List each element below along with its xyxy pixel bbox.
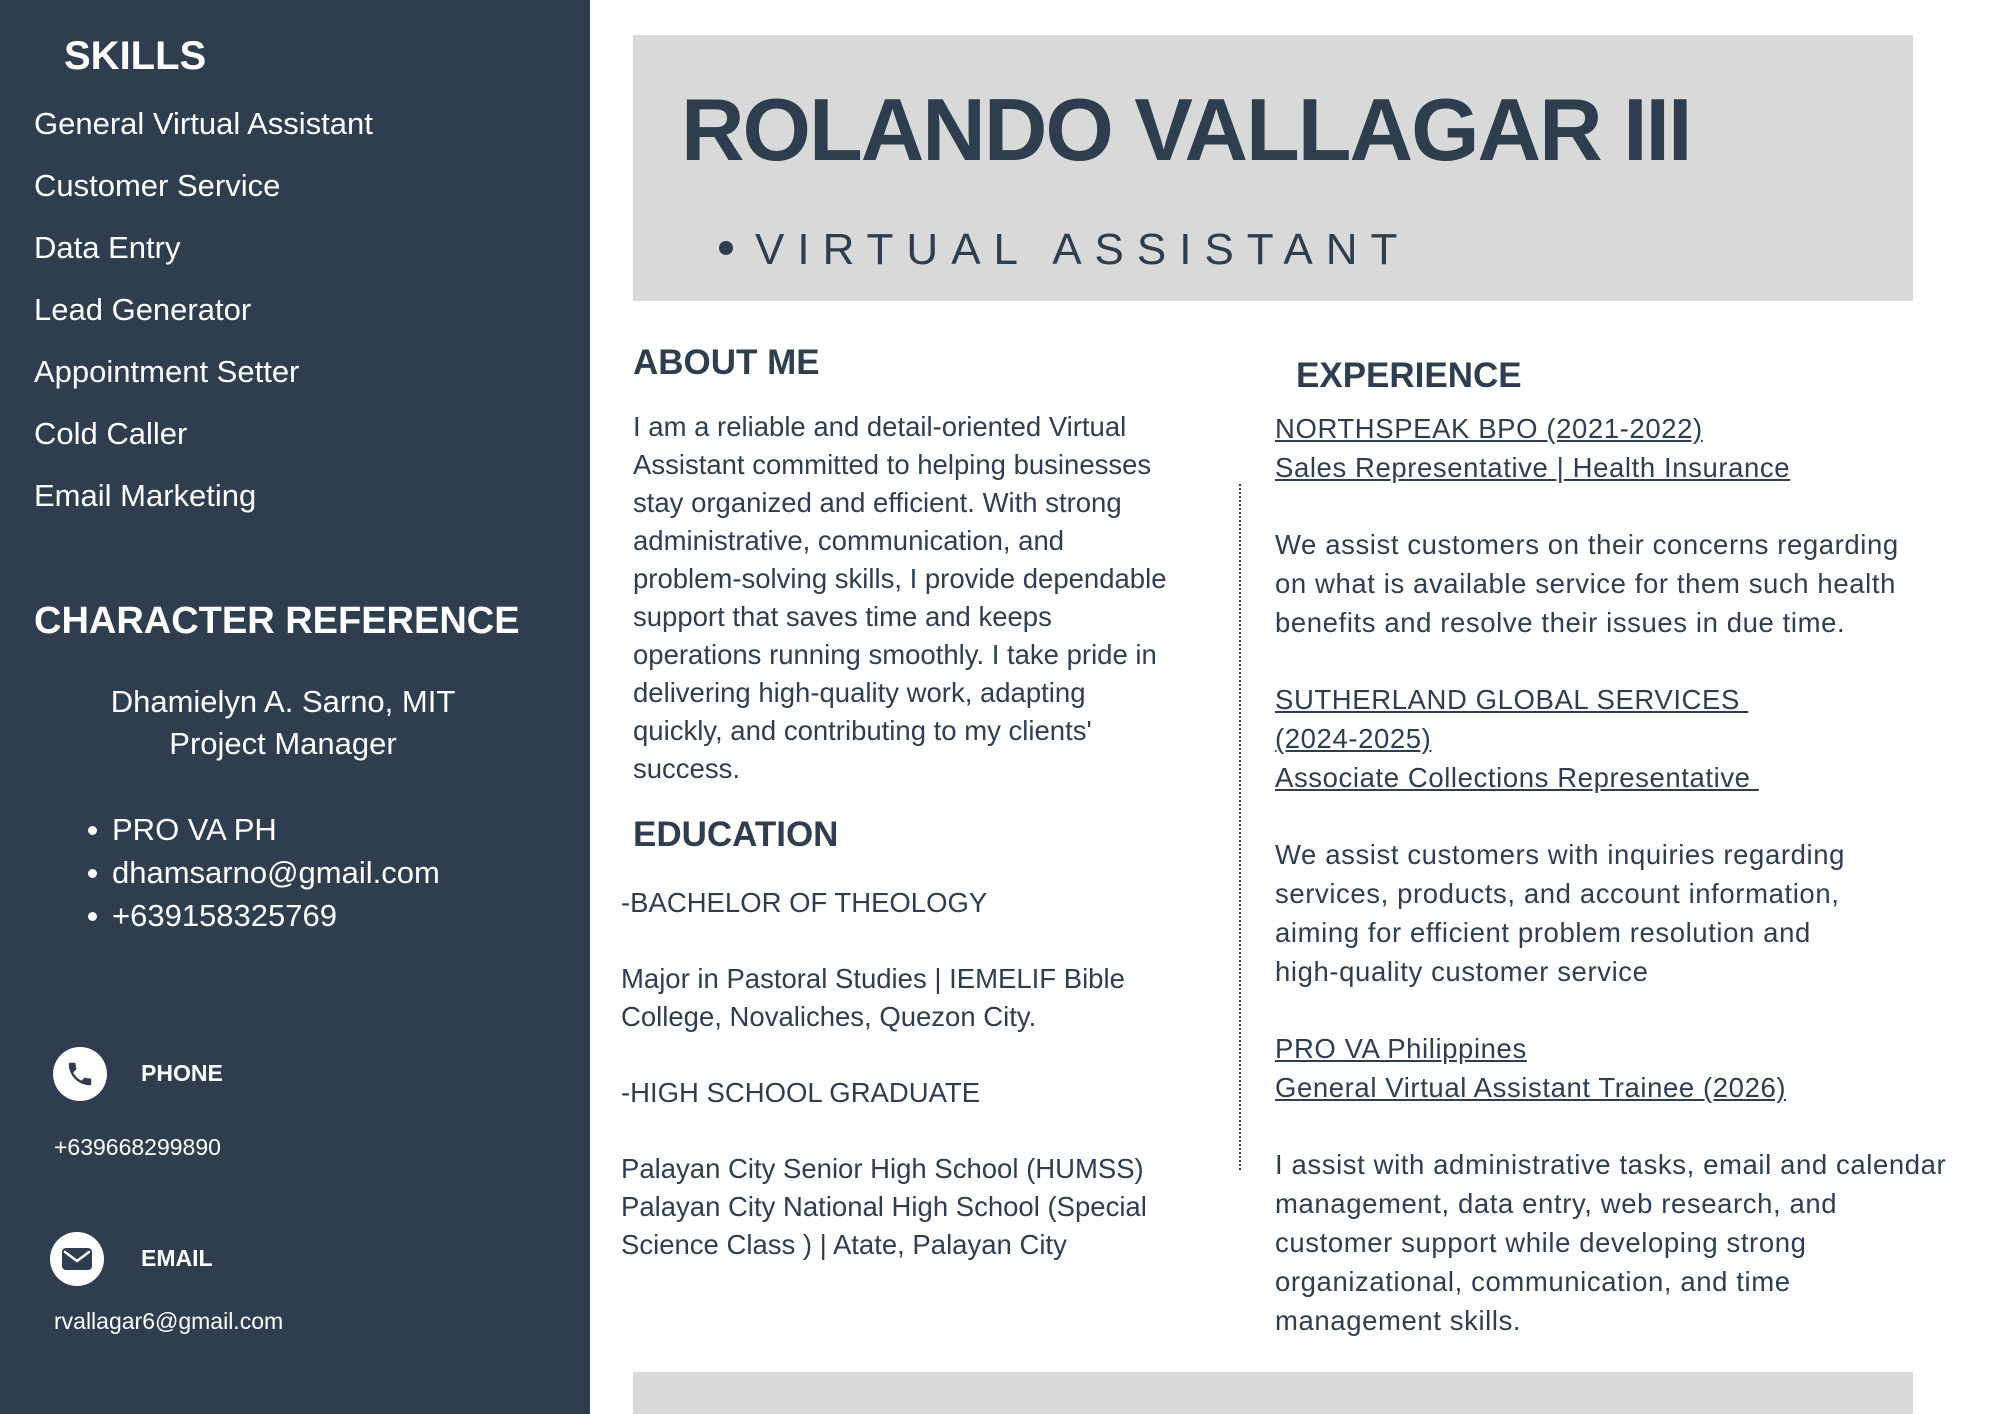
job-description-line: on what is available service for them such health [1275,568,1896,599]
reference-contact-item: PRO VA PH [112,808,440,851]
company-name: NORTHSPEAK BPO (2021-2022) [1275,413,1703,444]
job-description-line: benefits and resolve their issues in due time. [1275,607,1846,638]
job-description-line: management skills. [1275,1305,1522,1336]
skill-item: Cold Caller [34,416,188,451]
degree: -BACHELOR OF THEOLOGY [621,887,988,918]
footer-bar [633,1372,1913,1414]
about-line: problem-solving skills, I provide dependable [633,563,1167,594]
job-role: General Virtual Assistant Trainee (2026) [1275,1072,1787,1103]
skill-item: Email Marketing [34,478,257,513]
job-description-line: services, products, and account information, [1275,878,1840,909]
job-description-line: organizational, communication, and time [1275,1266,1791,1297]
full-name: ROLANDO VALLAGAR III [681,80,1691,179]
degree-detail: Major in Pastoral Studies | IEMELIF Bible [621,963,1125,994]
company-years: (2024-2025) [1275,723,1432,754]
job-role: Associate Collections Representative [1275,762,1759,793]
job-title: VIRTUAL ASSISTANT [755,225,1411,274]
skill-item: General Virtual Assistant [34,106,373,141]
job-description-line: I assist with administrative tasks, email and calendar [1275,1149,1947,1180]
reference-name: Dhamielyn A. Sarno, MIT [110,684,456,719]
about-line: I am a reliable and detail-oriented Virtual [633,411,1127,442]
education-details [621,884,1231,1264]
skill-item: Lead Generator [34,292,252,327]
bullet-icon [719,241,733,255]
about-line: operations running smoothly. I take pride in [633,639,1157,670]
company-name: PRO VA Philippines [1275,1033,1527,1064]
job-description-line: We assist customers with inquiries regarding [1275,839,1845,870]
about-line: stay organized and efficient. With strong [633,487,1122,518]
highschool-detail: Science Class ) | Atate, Palayan City [621,1229,1067,1260]
about-line: success. [633,753,740,784]
phone-icon [53,1047,107,1101]
about-line: support that saves time and keeps [633,601,1052,632]
job-description-line: high-quality customer service [1275,956,1649,987]
highschool-detail: Palayan City Senior High School (HUMSS) [621,1153,1144,1184]
email-address[interactable]: rvallagar6@gmail.com [54,1308,284,1334]
skills-heading: SKILLS [64,34,207,78]
experience-details [1275,409,1995,1340]
skill-item: Data Entry [34,230,181,265]
about-me-text [633,408,1213,788]
column-divider [1239,484,1241,1170]
job-description-line: We assist customers on their concerns regarding [1275,529,1899,560]
skill-item: Customer Service [34,168,281,203]
skills-list [34,98,373,532]
email-label: EMAIL [141,1245,213,1271]
reference-contact-item[interactable]: dhamsarno@gmail.com [112,851,440,894]
reference-role: Project Manager [169,726,397,761]
phone-label: PHONE [141,1060,223,1086]
job-description-line: management, data entry, web research, and [1275,1188,1838,1219]
name-header [633,35,1913,301]
job-role: Sales Representative | Health Insurance [1275,452,1791,483]
degree-detail: College, Novaliches, Quezon City. [621,1001,1037,1032]
character-reference-heading: CHARACTER REFERENCE [34,600,520,642]
about-line: delivering high-quality work, adapting [633,677,1086,708]
experience-heading: EXPERIENCE [1296,356,1522,395]
about-me-heading: ABOUT ME [633,343,820,382]
about-line: Assistant committed to helping businesses [633,449,1152,480]
highschool: -HIGH SCHOOL GRADUATE [621,1077,981,1108]
skill-item: Appointment Setter [34,354,300,389]
reference-contact-item: +639158325769 [112,894,440,937]
phone-number: +639668299890 [54,1134,221,1160]
education-heading: EDUCATION [633,815,839,854]
highschool-detail: Palayan City National High School (Special [621,1191,1147,1222]
about-line: quickly, and contributing to my clients' [633,715,1092,746]
envelope-icon [50,1232,104,1286]
about-line: administrative, communication, and [633,525,1065,556]
reference-contacts [112,808,440,937]
job-description-line: aiming for efficient problem resolution and [1275,917,1811,948]
company-name: SUTHERLAND GLOBAL SERVICES [1275,684,1749,715]
job-description-line: customer support while developing strong [1275,1227,1807,1258]
sidebar [0,0,590,1414]
